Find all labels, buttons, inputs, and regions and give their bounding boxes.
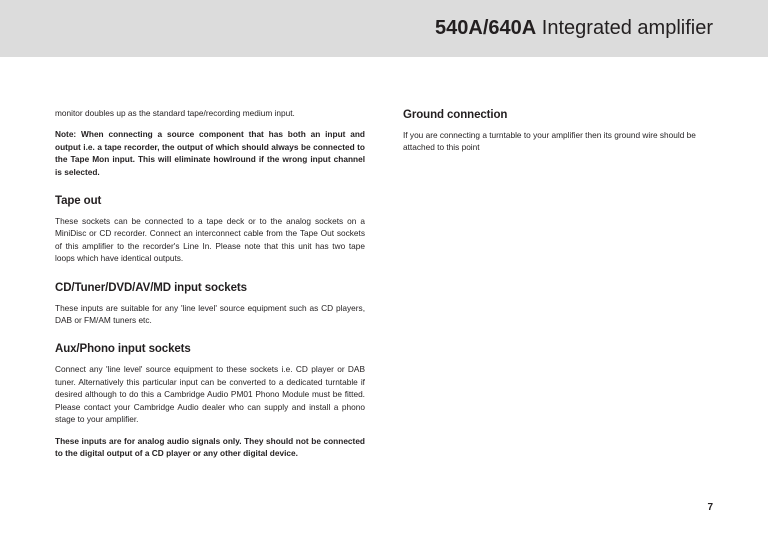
section-heading-ground-connection: Ground connection	[403, 109, 508, 121]
cd-tuner-paragraph: These inputs are suitable for any 'line level' source equipment such as CD players, DAB or FM/AM tuners etc.	[55, 302, 365, 326]
page-header-title	[435, 15, 713, 41]
note-paragraph: Note: When connecting a source component that has both an input and output i.e. a tape recorder, the output of which should always be connected to the Tape Mon input. This will eliminate howlround if the wrong input channel is selected.	[55, 129, 365, 177]
tape-out-paragraph: These sockets can be connected to a tape deck or to the analog sockets on a MiniDisc or CD recorder. Connect an interconnect cable from the Tape Out sockets of this amplifier to the recorder's Line In. Please note that this unit has two tape loops which have identical outputs.	[55, 216, 365, 264]
section-heading-tape-out: Tape out	[55, 195, 102, 208]
intro-paragraph: monitor doubles up as the standard tape/recording medium input.	[55, 108, 295, 118]
aux-phono-paragraph: Connect any 'line level' source equipment to these sockets i.e. CD player or DAB tuner. Alternatively this particular input can be converted to a dedicated turntable if desired although to do this a Cambridge Audio PM01 Phono Module must be fitted. Please contact your Cambridge Audio dealer who can supply and install a phono stage to your amplifier.	[55, 364, 365, 425]
section-heading-aux-phono-inputs: Aux/Phono input sockets	[55, 343, 191, 356]
header-band	[0, 0, 768, 57]
ground-connection-paragraph: If you are connecting a turntable to your amplifier then its ground wire should be attached to this point	[403, 130, 696, 153]
page-number: 7	[707, 502, 713, 513]
header-product: Integrated amplifier	[541, 17, 713, 39]
header-model: 540A/640A	[435, 17, 537, 39]
left-column	[55, 107, 365, 468]
analog-warning-paragraph: These inputs are for analog audio signals only. They should not be connected to the digital output of a CD player or any other digital device.	[55, 435, 365, 458]
right-column	[403, 107, 715, 163]
section-heading-cd-tuner-inputs: CD/Tuner/DVD/AV/MD input sockets	[55, 281, 247, 294]
